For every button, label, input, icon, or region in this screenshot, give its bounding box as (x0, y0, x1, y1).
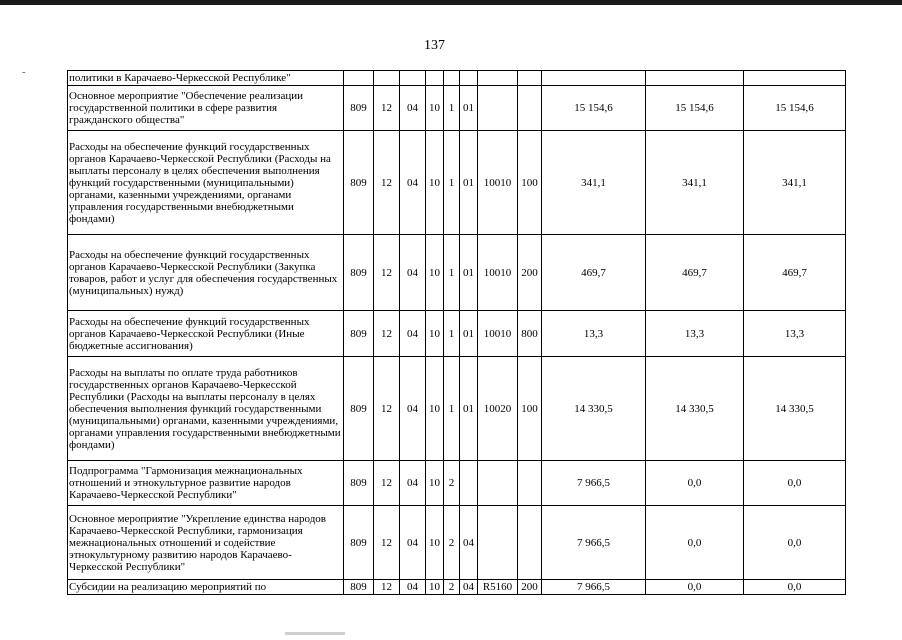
amount-year-2: 341,1 (646, 131, 744, 235)
budget-table (67, 70, 846, 595)
code-pr: 04 (400, 357, 426, 461)
table-row (68, 506, 846, 580)
row-description: Подпрограмма "Гармонизация межнациональных отношений и этнокультурное развитие народов Карачаево-Черкесской Республики" (68, 461, 344, 506)
amount-year-3 (744, 71, 846, 86)
code-subprogram: 1 (444, 235, 460, 311)
code-direction (478, 71, 518, 86)
amount-year-2: 0,0 (646, 580, 744, 595)
amount-year-3: 469,7 (744, 235, 846, 311)
code-rz: 12 (374, 86, 400, 131)
code-direction: 10020 (478, 357, 518, 461)
amount-year-1: 7 966,5 (542, 461, 646, 506)
row-description: Расходы на выплаты по оплате труда работников государственных органов Карачаево-Черкесской Республики (Расходы на выплаты персоналу в целях обеспечения выполнения функций государственными (муниципальными) органами, казенными учреждениями, органами управления государственными внебюджетными фондами) (68, 357, 344, 461)
code-program: 10 (426, 506, 444, 580)
table-row (68, 86, 846, 131)
page-number: 137 (424, 38, 445, 53)
code-program: 10 (426, 131, 444, 235)
code-vr (518, 71, 542, 86)
code-gr: 809 (344, 461, 374, 506)
amount-year-1: 14 330,5 (542, 357, 646, 461)
table-row (68, 71, 846, 86)
code-subprogram: 1 (444, 86, 460, 131)
amount-year-1: 15 154,6 (542, 86, 646, 131)
code-rz: 12 (374, 357, 400, 461)
code-gr (344, 71, 374, 86)
code-pr: 04 (400, 131, 426, 235)
amount-year-2: 15 154,6 (646, 86, 744, 131)
amount-year-3: 0,0 (744, 580, 846, 595)
code-pr: 04 (400, 461, 426, 506)
code-vr: 100 (518, 131, 542, 235)
code-gr: 809 (344, 131, 374, 235)
code-program: 10 (426, 357, 444, 461)
code-rz: 12 (374, 131, 400, 235)
code-rz (374, 71, 400, 86)
code-subprogram: 1 (444, 131, 460, 235)
top-border-bar (0, 0, 902, 5)
code-gr: 809 (344, 506, 374, 580)
amount-year-2 (646, 71, 744, 86)
code-direction: 10010 (478, 311, 518, 357)
code-vr: 200 (518, 235, 542, 311)
code-subprogram: 1 (444, 311, 460, 357)
code-event: 01 (460, 131, 478, 235)
code-program: 10 (426, 311, 444, 357)
code-vr (518, 506, 542, 580)
code-gr: 809 (344, 357, 374, 461)
code-vr (518, 86, 542, 131)
table-row (68, 461, 846, 506)
table-row (68, 235, 846, 311)
code-event: 01 (460, 86, 478, 131)
code-vr: 800 (518, 311, 542, 357)
code-subprogram: 2 (444, 580, 460, 595)
code-vr: 200 (518, 580, 542, 595)
code-gr: 809 (344, 235, 374, 311)
amount-year-1: 13,3 (542, 311, 646, 357)
amount-year-3: 341,1 (744, 131, 846, 235)
scan-artifact (285, 632, 345, 635)
code-subprogram (444, 71, 460, 86)
amount-year-3: 14 330,5 (744, 357, 846, 461)
margin-mark: - (22, 66, 26, 78)
code-vr: 100 (518, 357, 542, 461)
amount-year-3: 0,0 (744, 461, 846, 506)
code-pr: 04 (400, 506, 426, 580)
table-row (68, 580, 846, 595)
amount-year-1: 7 966,5 (542, 580, 646, 595)
code-pr: 04 (400, 311, 426, 357)
code-rz: 12 (374, 461, 400, 506)
code-direction: 10010 (478, 131, 518, 235)
amount-year-2: 13,3 (646, 311, 744, 357)
table-row (68, 311, 846, 357)
code-event: 04 (460, 580, 478, 595)
code-subprogram: 2 (444, 461, 460, 506)
code-program: 10 (426, 86, 444, 131)
amount-year-1: 469,7 (542, 235, 646, 311)
amount-year-1 (542, 71, 646, 86)
code-rz: 12 (374, 311, 400, 357)
code-event: 01 (460, 357, 478, 461)
amount-year-2: 469,7 (646, 235, 744, 311)
amount-year-1: 7 966,5 (542, 506, 646, 580)
row-description: Расходы на обеспечение функций государственных органов Карачаево-Черкесской Республики (Расходы на выплаты персоналу в целях обеспечения выполнения функций государственными (муниципальными) органами, казенными учреждениями, органами управления государственными внебюджетными фондами) (68, 131, 344, 235)
row-description: Расходы на обеспечение функций государственных органов Карачаево-Черкесской Республики (Иные бюджетные ассигнования) (68, 311, 344, 357)
table-row (68, 357, 846, 461)
code-event: 04 (460, 506, 478, 580)
code-subprogram: 2 (444, 506, 460, 580)
code-event (460, 71, 478, 86)
code-gr: 809 (344, 86, 374, 131)
code-program: 10 (426, 580, 444, 595)
row-description: Основное мероприятие "Обеспечение реализации государственной политики в сфере развития гражданского общества" (68, 86, 344, 131)
code-rz: 12 (374, 580, 400, 595)
code-direction (478, 506, 518, 580)
code-direction: R5160 (478, 580, 518, 595)
amount-year-3: 13,3 (744, 311, 846, 357)
code-rz: 12 (374, 235, 400, 311)
code-pr: 04 (400, 86, 426, 131)
code-event: 01 (460, 311, 478, 357)
code-program: 10 (426, 461, 444, 506)
amount-year-2: 0,0 (646, 461, 744, 506)
code-vr (518, 461, 542, 506)
code-direction (478, 86, 518, 131)
amount-year-2: 14 330,5 (646, 357, 744, 461)
amount-year-3: 0,0 (744, 506, 846, 580)
amount-year-1: 341,1 (542, 131, 646, 235)
amount-year-2: 0,0 (646, 506, 744, 580)
code-gr: 809 (344, 311, 374, 357)
code-rz: 12 (374, 506, 400, 580)
table-row (68, 131, 846, 235)
row-description: Основное мероприятие "Укрепление единства народов Карачаево-Черкесской Республики, гармонизация межнациональных отношений и содействие этнокультурному развитию народов Карачаево-Черкесской Республики" (68, 506, 344, 580)
code-pr: 04 (400, 235, 426, 311)
code-direction (478, 461, 518, 506)
code-subprogram: 1 (444, 357, 460, 461)
row-description: политики в Карачаево-Черкесской Республике" (68, 71, 344, 86)
code-pr (400, 71, 426, 86)
code-program: 10 (426, 235, 444, 311)
code-pr: 04 (400, 580, 426, 595)
row-description: Расходы на обеспечение функций государственных органов Карачаево-Черкесской Республики (Закупка товаров, работ и услуг для обеспечения государственных (муниципальных) нужд) (68, 235, 344, 311)
code-program (426, 71, 444, 86)
code-gr: 809 (344, 580, 374, 595)
code-direction: 10010 (478, 235, 518, 311)
code-event: 01 (460, 235, 478, 311)
amount-year-3: 15 154,6 (744, 86, 846, 131)
row-description: Субсидии на реализацию мероприятий по (68, 580, 344, 595)
code-event (460, 461, 478, 506)
